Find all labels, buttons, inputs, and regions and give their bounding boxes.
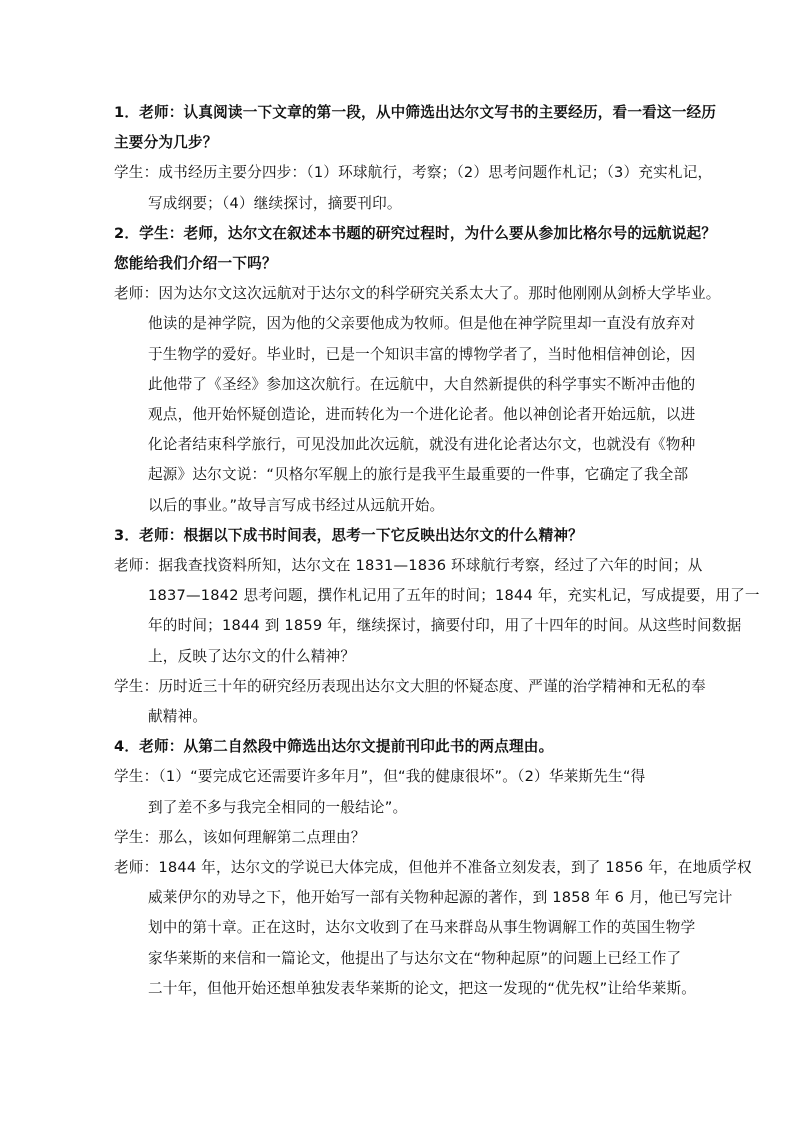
answer-3-line-3: 年的时间；1844 到 1859 年，继续探讨，摘要付印，用了十四年的时间。从这些时间数据 (148, 617, 742, 635)
answer-4c-line-4: 家华莱斯的来信和一篇论文，他提出了与达尔文在“物种起原”的问题上已经工作了 (148, 949, 682, 967)
answer-4c-line-1: 老师：1844 年，达尔文的学说已大体完成，但他并不准备立刻发表，到了 1856 年，在地质学权 (114, 859, 752, 877)
answer-4c-line-5: 二十年，但他开始还想单独发表华莱斯的论文，把这一发现的“优先权”让给华莱斯。 (148, 979, 697, 997)
answer-2-line-8: 以后的事业。”故导言写成书经过从远航开始。 (148, 496, 445, 514)
question-3-line-1: 3．老师：根据以下成书时间表，思考一下它反映出达尔文的什么精神？ (114, 526, 583, 544)
answer-1-line-1: 学生：成书经历主要分四步：（1）环球航行，考察；（2）思考问题作札记；（3）充实札记， (114, 164, 713, 182)
answer-2-line-6: 化论者结束科学旅行，可见没加此次远航，就没有进化论者达尔文，也就没有《物种 (148, 436, 696, 454)
answer-4c-line-3: 划中的第十章。正在这时，达尔文收到了在马来群岛从事生物调解工作的英国生物学 (148, 919, 696, 937)
answer-2-line-7: 起源》达尔文说：“贝格尔军舰上的旅行是我平生最重要的一件事，它确定了我全部 (148, 466, 689, 484)
answer-3-line-1: 老师：据我查找资料所知，达尔文在 1831—1836 环球航行考察，经过了六年的时间；从 (114, 557, 703, 575)
question-2-line-2: 您能给我们介绍一下吗？ (114, 255, 277, 273)
document-body (114, 98, 760, 1004)
answer-4-line-1: 学生：（1）“要完成它还需要许多年月”，但“我的健康很坏”。（2）华莱斯先生“得 (114, 768, 646, 786)
question-2-line-1: 2．学生：老师，达尔文在叙述本书题的研究过程时，为什么要从参加比格尔号的远航说起？ (114, 224, 717, 242)
answer-2-line-2: 他读的是神学院，因为他的父亲要他成为牧师。但是他在神学院里却一直没有放弃对 (148, 315, 696, 333)
question-1-line-2: 主要分为几步？ (114, 134, 218, 152)
answer-3-line-2: 1837—1842 思考问题，撰作札记用了五年的时间；1844 年，充实札记，写成提要，用了一 (148, 587, 760, 605)
answer-1-line-2: 写成纲要；（4）继续探讨，摘要刊印。 (148, 194, 402, 212)
answer-4-line-2: 到了差不多与我完全相同的一般结论”。 (148, 798, 408, 816)
question-4-line-1: 4．老师：从第二自然段中筛选出达尔文提前刊印此书的两点理由。 (114, 738, 554, 756)
answer-2-line-3: 于生物学的爱好。毕业时，已是一个知识丰富的博物学者了，当时他相信神创论，因 (148, 345, 696, 363)
answer-2-line-4: 此他带了《圣经》参加这次航行。在远航中，大自然新提供的科学事实不断冲击他的 (148, 375, 696, 393)
answer-3-line-4: 上，反映了达尔文的什么精神？ (148, 647, 356, 665)
answer-4c-line-2: 威莱伊尔的劝导之下，他开始写一部有关物种起源的著作，到 1858 年 6 月，他已写完计 (148, 889, 733, 907)
answer-2-line-5: 观点，他开始怀疑创造论，进而转化为一个进化论者。他以神创论者开始远航，以进 (148, 406, 696, 424)
answer-2-line-1: 老师：因为达尔文这次远航对于达尔文的科学研究关系太大了。那时他刚刚从剑桥大学毕业。 (114, 285, 721, 303)
answer-4b-line-1: 学生：那么，该如何理解第二点理由？ (114, 828, 366, 846)
answer-3b-line-1: 学生：历时近三十年的研究经历表现出达尔文大胆的怀疑态度、严谨的治学精神和无私的奉 (114, 677, 706, 695)
question-1-line-1: 1．老师：认真阅读一下文章的第一段，从中筛选出达尔文写书的主要经历，看一看这一经历 (114, 104, 717, 121)
answer-3b-line-2: 献精神。 (148, 708, 208, 726)
